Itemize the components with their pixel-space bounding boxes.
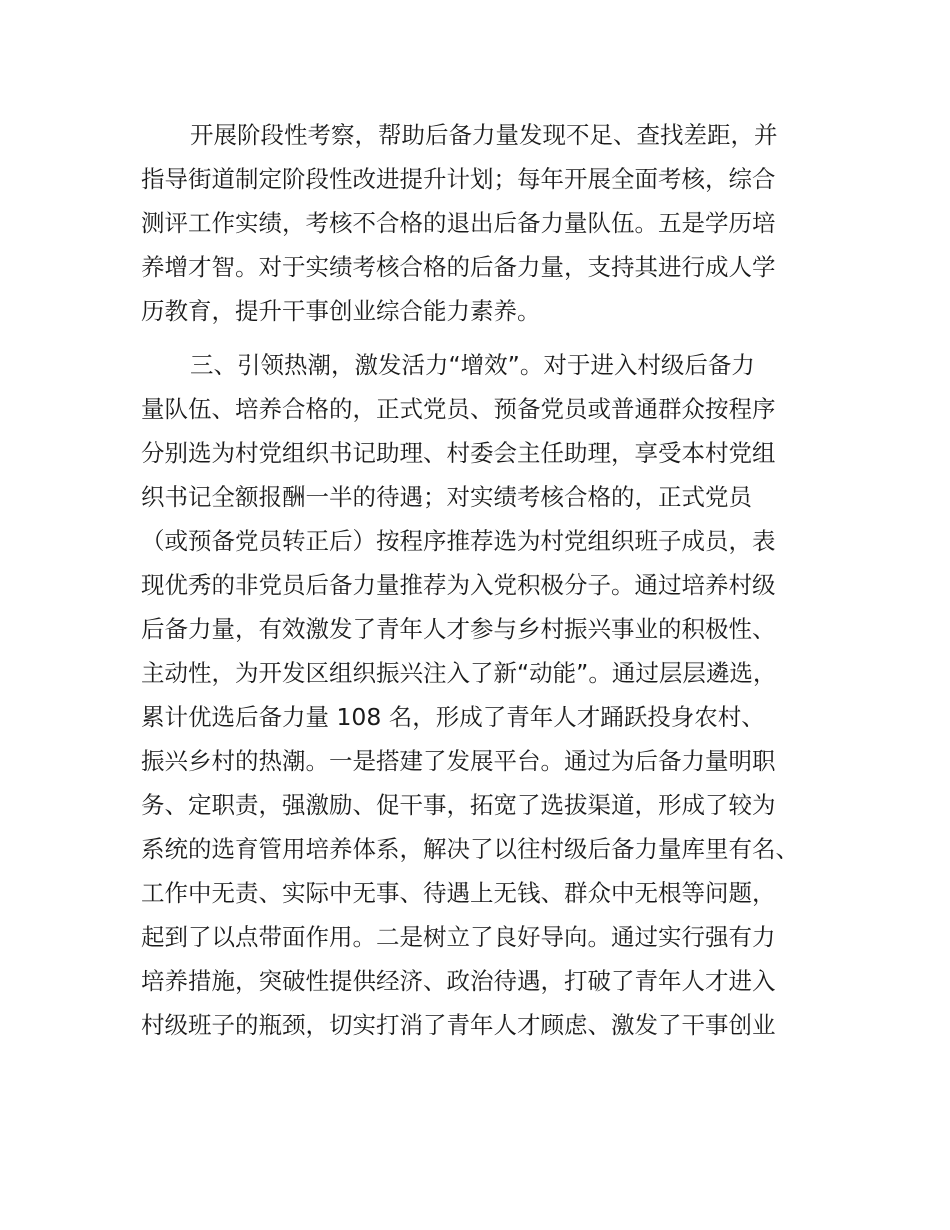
paragraph-2-line-9: 累计优选后备力量 108 名，形成了青年人才踊跃投身农村、 (141, 703, 765, 731)
paragraph-1-line-5: 历教育，提升干事创业综合能力素养。 (141, 297, 541, 325)
paragraph-2-line-3: 分别选为村党组织书记助理、村委会主任助理，享受本村党组 (141, 439, 776, 467)
paragraph-2-line-6: 现优秀的非党员后备力量推荐为入党积极分子。通过培养村级 (141, 571, 776, 599)
paragraph-2-line-13: 工作中无责、实际中无事、待遇上无钱、群众中无根等问题， (141, 879, 776, 907)
paragraph-1-line-4: 养增才智。对于实绩考核合格的后备力量，支持其进行成人学 (141, 253, 776, 281)
paragraph-2-line-16: 村级班子的瓶颈，切实打消了青年人才顾虑、激发了干事创业 (141, 1011, 776, 1039)
paragraph-2-line-4: 织书记全额报酬一半的待遇；对实绩考核合格的，正式党员 (141, 483, 752, 511)
paragraph-1-line-3: 测评工作实绩，考核不合格的退出后备力量队伍。五是学历培 (141, 209, 776, 237)
paragraph-2-line-1: 三、引领热潮，激发活力“增效”。对于进入村级后备力 (190, 351, 755, 379)
paragraph-2-line-2: 量队伍、培养合格的，正式党员、预备党员或普通群众按程序 (141, 395, 776, 423)
paragraph-2-line-5: （或预备党员转正后）按程序推荐选为村党组织班子成员，表 (141, 527, 776, 555)
paragraph-2-line-8: 主动性，为开发区组织振兴注入了新“动能”。通过层层遴选， (141, 659, 777, 687)
paragraph-2-line-10: 振兴乡村的热潮。一是搭建了发展平台。通过为后备力量明职 (141, 747, 776, 775)
paragraph-2-line-7: 后备力量，有效激发了青年人才参与乡村振兴事业的积极性、 (141, 615, 776, 643)
paragraph-2-line-15: 培养措施，突破性提供经济、政治待遇，打破了青年人才进入 (141, 967, 776, 995)
paragraph-2-line-11: 务、定职责，强激励、促干事，拓宽了选拔渠道，形成了较为 (141, 791, 776, 819)
paragraph-2-line-12: 系统的选育管用培养体系，解决了以往村级后备力量库里有名、 (141, 835, 799, 863)
paragraph-1-line-1: 开展阶段性考察，帮助后备力量发现不足、查找差距，并 (190, 121, 778, 149)
paragraph-2-line-14: 起到了以点带面作用。二是树立了良好导向。通过实行强有力 (141, 923, 776, 951)
paragraph-1-line-2: 指导街道制定阶段性改进提升计划；每年开展全面考核，综合 (141, 165, 776, 193)
